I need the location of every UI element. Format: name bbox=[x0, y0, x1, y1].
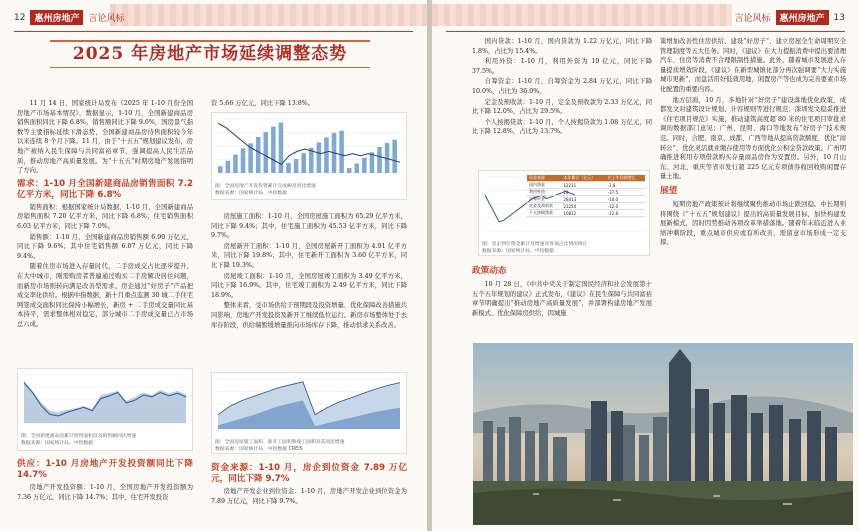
investment-bar bbox=[279, 123, 284, 173]
header-pattern bbox=[110, 4, 427, 26]
table-row bbox=[527, 182, 645, 189]
funding-detail: 国内贷款：1-10 月，国内贷款为 1.22 万亿元，同比下降 1.8%，占比为 15.4%。 bbox=[472, 38, 652, 55]
table-cell: 利用外资 bbox=[527, 189, 561, 196]
right-page bbox=[432, 0, 859, 531]
construction-paragraph: 房屋施工面积：1-10 月，全国房屋施工面积为 65.29 亿平方米，同比下降 9.4%；其中，住宅施工面积为 45.53 亿平方米，同比下降 9.7%。 bbox=[211, 213, 407, 240]
table-cell: 个人按揭贷款 bbox=[527, 210, 561, 217]
summary-paragraph: 整体来看，受市场供给于预期段及投资增量、优化保障改善措施共同影响，房地产开发投资及新开工继续低位运行。新房市场整体处于去库存阶段，供给端暂缓增量推向市场库存下降，推动供求关系改善。 bbox=[211, 302, 407, 329]
investment-bar bbox=[377, 147, 382, 173]
table-cell: 10812 bbox=[561, 210, 605, 217]
investment-bar bbox=[271, 127, 276, 173]
sales-chart-source: 数据来源：国家统计局、中指数据 bbox=[21, 441, 93, 447]
investment-chart-caption: 图：全国房地产开发投资累计完成额及同比增速 bbox=[215, 184, 316, 189]
funding-chart-source: 数据来源：国家统计局、中指数据 bbox=[482, 249, 554, 255]
investment-bar bbox=[264, 132, 269, 173]
outlook-paragraph: 短期房地产政策预计将继续聚焦推动市场止跌回稳。中长期则将围绕《“十五五”规划建议》提出的高质量发展目标，加快构建发展新模式，因时因势推动各项改革举措落地。随着年末临近进入业绩冲刺阶段，重点城市供应或有所改善，需留意市场形成一定支撑。 bbox=[660, 200, 846, 247]
brand-badge: 惠州房地产 bbox=[30, 10, 83, 25]
investment-chart bbox=[211, 112, 407, 200]
table-row bbox=[527, 210, 645, 217]
page-number: 12 bbox=[14, 12, 26, 23]
investment-continuation: 资 5.66 万亿元，同比下降 13.8%。 bbox=[211, 100, 314, 107]
construction-chart bbox=[211, 372, 407, 454]
investment-bar bbox=[317, 142, 322, 173]
header-pattern bbox=[432, 4, 732, 26]
table-cell: 定金及预收款 bbox=[527, 203, 561, 210]
investment-bar bbox=[392, 140, 397, 173]
table-row bbox=[527, 196, 645, 203]
left-column-1 bbox=[17, 99, 193, 330]
construction-chart-svg bbox=[212, 373, 406, 435]
investment-bar bbox=[339, 131, 344, 173]
policy-paragraph: 10 月 28 日，《中共中央关于制定国民经济和社会发展第十五个五年规划的建议》正式发布，《建议》在民生保障与共同富裕章节明确提出“推动房地产高质量发展”，并部署构建房地产发展新模式、优化保障房供给、因城施 bbox=[472, 281, 652, 317]
demand-paragraph: 销售面积：根据国家统计局数据，1-10 月，全国新建商品房销售面积 7.20 亿平方米，同比下降 6.8%；住宅销售面积 6.03 亿平方米，同比下降 7.0%。 bbox=[17, 203, 193, 230]
table-cell: 19 bbox=[561, 189, 605, 196]
table-row bbox=[527, 203, 645, 210]
supply-paragraph: 房地产开发投资额：1-10 月，全国房地产开发投资额为 7.36 万亿元，同比下降 14.7%；其中，住宅开发投资 bbox=[17, 484, 193, 501]
table-cell: -37.5 bbox=[606, 189, 645, 196]
investment-bar bbox=[355, 164, 360, 173]
brand-badge: 惠州房地产 bbox=[776, 10, 829, 25]
table-cell: 12211 bbox=[561, 182, 605, 189]
completion-paragraph: 房屋竣工面积：1-10 月，全国房屋竣工面积为 3.49 亿平方米，同比下降 16.9%。其中，住宅竣工面积为 2.49 亿平方米，同比下降 18.9%。 bbox=[211, 272, 407, 299]
demand-paragraph: 随着住房市场进入存量时代，二手房成交占比逐步提升，在大中城市，刚需购房者普遍通过购买二手房解决居住问题，而新房市场则转向满足改善型需求。房企通过“好房子”产品把成交率化供给。根据中指数据，新十月重点监测 30 城二手住宅网签成交面积同比保持小幅增长，新房 + 二手房成交量同比基本持平，需求整体相对稳定，部分城市二手房成交量已占市场总六成。 bbox=[17, 263, 193, 328]
investment-chart-svg bbox=[212, 113, 406, 179]
funding-detail: 个人按揭贷款：1-10 月，个人按揭贷款为 1.08 万亿元，同比下降 12.8%，占比为 13.7%。 bbox=[472, 118, 652, 136]
page-number: 13 bbox=[833, 12, 845, 23]
table-row bbox=[527, 189, 645, 196]
table-cell: -12.8 bbox=[606, 210, 645, 217]
investment-bar bbox=[286, 163, 291, 173]
demand-heading: 需求：1-10 月全国新建商品房销售面积 7.2 亿平方米，同比下降 6.8% bbox=[17, 178, 193, 200]
city-skyline-image bbox=[473, 343, 853, 525]
table-cell: -10.0 bbox=[606, 196, 645, 203]
investment-bar bbox=[256, 137, 261, 173]
left-column-2 bbox=[211, 99, 407, 110]
investment-bar bbox=[324, 137, 329, 173]
funding-chart-caption: 图：房企到位资金累计及增速及各项占比情况统计 bbox=[482, 242, 588, 247]
header-rule bbox=[446, 31, 845, 32]
left-column-2-body bbox=[211, 212, 407, 331]
table-cell: -12.0 bbox=[606, 203, 645, 210]
intro-paragraph: 11 月 14 日，国家统计局发布《2025 年 1-10 月份全国房地产市场基本情况》，数据显示，1-10 月，全国新建商品房销售面积同比下降 6.8%，销售额同比下降 9.6%，国房景气指数等主要指标延续下滑态势，全国新建商品房待售面积较今年以来连续 8 个月下降。11 月，由于“十五五”规划建议发布，房地产被纳入民生保障与共同富裕章节，强调提高人民生活品质，推动房地产高质量发展。为“十五五”时期房地产发展指明了方向。 bbox=[17, 100, 193, 175]
investment-bar bbox=[294, 159, 299, 173]
table-cell: 自筹资金 bbox=[527, 196, 561, 203]
funding-chart bbox=[478, 170, 650, 256]
left-page bbox=[0, 0, 427, 531]
investment-bar bbox=[241, 148, 246, 173]
left-column-1-bottom bbox=[17, 456, 193, 503]
table-header: 比上年同期增长 bbox=[606, 175, 645, 182]
section-label: 言论风标 bbox=[734, 14, 771, 24]
right-column-1 bbox=[472, 37, 652, 138]
demand-paragraph: 销售额：1-10 月，全国新建商品房销售额 6.90 万亿元，同比下降 9.6%；其中住宅销售额 6.07 万亿元，同比下降 9.4%。 bbox=[17, 233, 193, 260]
funding-heading: 资金来源：1-10 月，房企到位资金 7.89 万亿元，同比下降 9.7% bbox=[211, 463, 407, 484]
section-label: 言论风标 bbox=[88, 14, 125, 24]
new-start-paragraph: 房屋新开工面积：1-10 月，全国房屋新开工面积为 4.91 亿平方米，同比下降 19.8%；其中，住宅新开工面积为 3.60 亿平方米，同比下降 19.3%。 bbox=[211, 242, 407, 269]
investment-chart-source: 数据来源：国家统计局、中指数据 bbox=[215, 191, 287, 197]
outlook-heading: 展望 bbox=[660, 185, 678, 196]
investment-bar bbox=[218, 166, 223, 173]
city-skyline-photo bbox=[473, 343, 853, 525]
construction-chart-source: 数据来源：国家统计局、中指数据 CREIS bbox=[215, 447, 303, 453]
investment-bar bbox=[301, 153, 306, 173]
funding-table bbox=[527, 175, 645, 217]
table-header: 资金来源 bbox=[527, 175, 561, 182]
table-header: 本年累计（亿元） bbox=[561, 175, 605, 182]
sales-chart bbox=[17, 368, 193, 451]
policy-section bbox=[472, 262, 652, 319]
policy-heading: 政策动态 bbox=[472, 266, 507, 276]
table-cell: -1.8 bbox=[606, 182, 645, 189]
local-policy-paragraph: 地方层面，10 月，多地针对“好房子”建设落地优化政策，成都发文对建筑设计规划、计容规则等进行规范；深圳发文稳妥推进《住宅项目规范》实施，推动建筑高度超 80 米的住宅项目审批求调的数据部门意见；广州、昆明、海口等地发布“好房子”技术规范。同时，合肥、南京、成都、广西等地从提高贷款额度、优化“商转公”、优化灵活就业缴存使用等方面优化公积金贷款政策。广州明确推进利用专项借款购买存量商品房作为安置房。另外，10 月山东、河北、重庆等省市发行超 225 亿元专项债券收回收购闲置存量土地。 bbox=[660, 96, 846, 181]
investment-bar bbox=[226, 161, 231, 173]
table-cell: 23254 bbox=[561, 203, 605, 210]
right-page-header bbox=[735, 10, 845, 25]
sales-area-series bbox=[24, 380, 186, 423]
policy-continuation: 策增加改善性住房供给、建设“好房子”、建立房屋全生命周期安全管理制度等五大任务。同时，《建议》在大力提振消费中提出要清理汽车、住房等消费不合理限制性措施。此外，随着城市发展进入存量提质增效阶段，《建议》在新型城镇化部分再次强调要“大力实施城市更新”，而盘活用好低效用地，闲置房产等也成为完善要素市场化配置的重要内容。 bbox=[660, 38, 846, 93]
funding-detail: 定金及预收款：1-10 月，定金及预收款为 2.33 万亿元，同比下降 12.0%，占比为 29.5%。 bbox=[472, 98, 652, 116]
funding-detail: 利用外资：1-10 月，利用外资为 19 亿元，同比下降 37.5%。 bbox=[472, 58, 652, 75]
table-cell: 28413 bbox=[561, 196, 605, 203]
investment-bar bbox=[233, 155, 238, 173]
article-title: 2025 年房地产市场延续调整态势 bbox=[50, 40, 370, 68]
left-column-2-bottom bbox=[211, 460, 407, 507]
right-column-2 bbox=[660, 37, 846, 249]
sales-chart-svg bbox=[18, 369, 192, 429]
construction-chart-caption: 图：全国房屋施工面积、新开工面积和竣工面积及其同比增速 bbox=[215, 440, 345, 445]
sales-chart-caption: 图：全国新建商品房累计销售面积以及销售额同比增速 bbox=[21, 434, 137, 439]
header-rule bbox=[14, 31, 413, 32]
funding-detail: 自筹资金：1-10 月，自筹资金为 2.84 万亿元，同比下降 10.0%，占比为 36.0%。 bbox=[472, 78, 652, 95]
funding-paragraph: 房地产开发企业到位资金：1-10 月，房地产开发企业到位资金为 7.89 万亿元，同比下降 9.7%。 bbox=[211, 488, 407, 505]
table-cell: 国内贷款 bbox=[527, 182, 561, 189]
left-page-header bbox=[14, 10, 124, 25]
table-header-row bbox=[527, 175, 645, 182]
supply-heading: 供应：1-10 月房地产开发投资额同比下降 14.7% bbox=[17, 459, 193, 480]
investment-bar bbox=[362, 158, 367, 173]
investment-bar bbox=[347, 168, 352, 173]
